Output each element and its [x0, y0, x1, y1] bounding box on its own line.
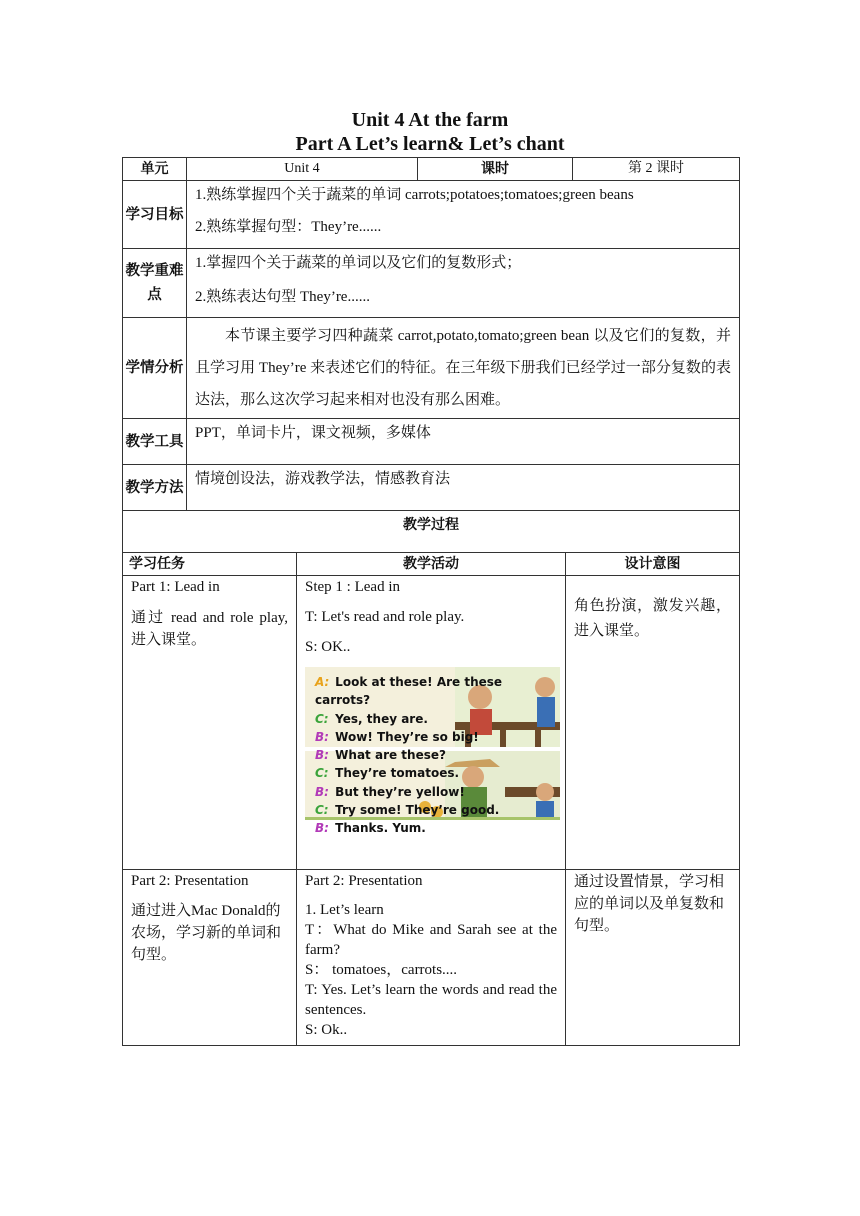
dialogue-line-text: What are these? — [331, 748, 446, 763]
dialogue-line — [315, 819, 560, 837]
keypoint-item: 2.熟练表达句型 They’re...... — [195, 289, 370, 305]
dialogue-picture — [305, 667, 560, 836]
dialogue-line — [315, 746, 560, 764]
speaker-label: B: — [315, 729, 329, 744]
dialogue-line-text: Wow! They’re so big! — [331, 729, 479, 744]
goal-item: 1.熟练掌握四个关于蔬菜的单词 carrots;potatoes;tomatoes;green beans — [195, 187, 634, 203]
dialogue-line — [315, 783, 560, 801]
activity-line: S: Ok.. — [305, 1022, 348, 1038]
period-label: 课时 — [418, 158, 573, 181]
task-desc: 通过进入Mac Donald的农场，学习新的单词和句型。 — [131, 903, 282, 963]
tools-label: 教学工具 — [123, 419, 187, 465]
activity-line: T: Yes. Let’s learn the words and read the sentences. — [305, 982, 557, 1018]
dialogue-line — [315, 710, 560, 728]
activity-line: S： tomatoes，carrots.... — [305, 962, 458, 978]
activity-line: Step 1 : Lead in — [305, 579, 400, 595]
header-task: 学习任务 — [123, 553, 297, 576]
intent-text: 通过设置情景，学习相应的单词以及单复数和句型。 — [566, 870, 740, 1046]
period-value: 第 2 课时 — [573, 158, 740, 181]
process-table — [122, 552, 740, 1046]
doc-title: Unit 4 At the farm — [351, 109, 509, 131]
speaker-label: C: — [315, 766, 329, 781]
header-activity: 教学活动 — [297, 553, 566, 576]
intent-text: 角色扮演，激发兴趣，进入课堂。 — [566, 576, 740, 870]
activity-line: T：What do Mike and Sarah see at the farm? — [305, 922, 557, 958]
keypoint-item: 1.掌握四个关于蔬菜的单词以及它们的复数形式； — [195, 255, 522, 271]
dialogue-line-text: But they’re yellow! — [331, 784, 465, 799]
speaker-label: A: — [315, 675, 330, 689]
doc-subtitle: Part A Let’s learn& Let’s chant — [295, 133, 565, 155]
dialogue-line — [315, 673, 560, 710]
activity-line: 1. Let’s learn — [305, 902, 384, 918]
methods-text: 情境创设法，游戏教学法，情感教育法 — [187, 465, 740, 511]
lesson-info-table — [122, 157, 740, 553]
activity-line: T: Let's read and role play. — [305, 609, 465, 625]
header-intent: 设计意图 — [566, 553, 740, 576]
speaker-label: B: — [315, 821, 329, 836]
goal-item: 2.熟练掌握句型：They’re...... — [195, 219, 382, 235]
dialogue-line — [315, 728, 560, 746]
dialogue-line-text: Try some! They’re good. — [331, 803, 500, 818]
analysis-text: 本节课主要学习四种蔬菜 carrot,potato,tomato;green bean 以及它们的复数，并且学习用 They’re 来表述它们的特征。在三年级下册我们已经学过一部分复数的表达法，那么这次学习起来相对也没有那么困难。 — [195, 328, 731, 408]
dialogue-line-text: Thanks. Yum. — [331, 821, 426, 836]
dialogue-line-text: They’re tomatoes. — [331, 766, 460, 781]
keypoints-label: 教学重难点 — [123, 249, 187, 318]
speaker-label: B: — [315, 784, 329, 799]
process-heading: 教学过程 — [123, 511, 740, 553]
activity-line: S: OK.. — [305, 639, 351, 655]
dialogue-line-text: Yes, they are. — [331, 711, 428, 726]
dialogue-line — [315, 764, 560, 782]
activity-line: Part 2: Presentation — [305, 873, 423, 889]
speaker-label: B: — [315, 748, 329, 763]
dialogue-line-text: Look at these! Are these carrots? — [315, 675, 503, 708]
task-title: Part 1: Lead in — [131, 579, 220, 595]
task-desc: 通过 read and role play, 进入课堂。 — [131, 610, 288, 648]
unit-value: Unit 4 — [187, 158, 418, 181]
speaker-label: C: — [315, 711, 329, 726]
task-title: Part 2: Presentation — [131, 873, 249, 889]
speaker-label: C: — [315, 803, 329, 818]
methods-label: 教学方法 — [123, 465, 187, 511]
unit-label: 单元 — [123, 158, 187, 181]
tools-text: PPT，单词卡片，课文视频，多媒体 — [187, 419, 740, 465]
dialogue-line — [315, 801, 560, 819]
goals-label: 学习目标 — [123, 181, 187, 249]
analysis-label: 学情分析 — [123, 318, 187, 419]
dialogue-text — [315, 673, 560, 838]
